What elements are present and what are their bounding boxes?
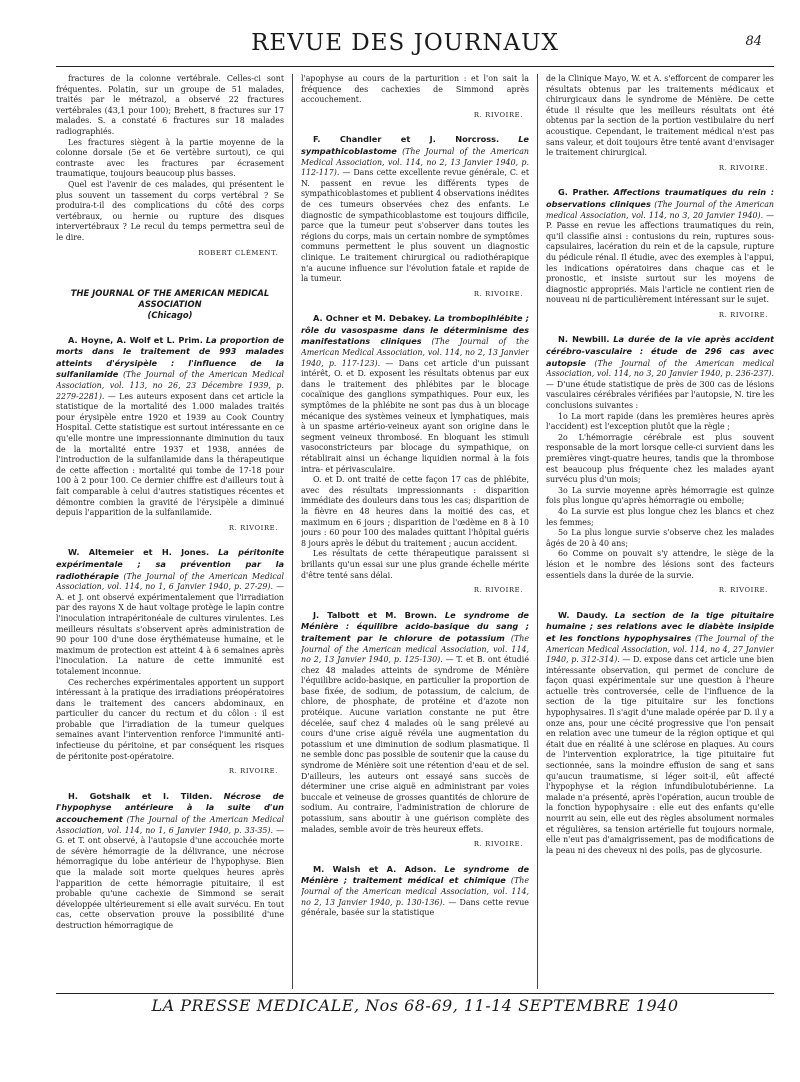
article-title: Le syndrome de Ménière : équilibre acido-basique du sang ; traitement par le chlorure de potassium xyxy=(301,609,529,643)
signature: R. RIVOIRE. xyxy=(718,163,768,172)
article-title: La durée de la vie après accident cérébro-vasculaire : étude de 296 cas avec autopsie xyxy=(546,334,774,368)
article-authors: H. Gotshalk et I. Tilden. xyxy=(68,790,213,801)
page-header xyxy=(40,22,770,62)
article-source: (The Journal of the American medical Association, vol. 114, no 3, 20 Janvier 1940). xyxy=(546,199,774,220)
paragraph: Quel est l'avenir de ces malades, qui présentent le plus souvent un tassement du corps vertébral ? Se produira-t-il des complications du côté des corps vertébraux, ou hernie ou rupture des disques intervertébraux ? Le recul du temps permettra seul de le dire. xyxy=(56,179,284,242)
article-continuation xyxy=(56,74,284,258)
signature: R. RIVOIRE. xyxy=(718,586,768,595)
article-title: Affections traumatiques du rein : observations cliniques xyxy=(546,187,774,209)
article-source: (The Journal of the American Medical Association, vol. 113, no 26, 23 Décembre 1939, p. 2279-2281). xyxy=(56,370,284,401)
article-title: La tromboplhlébite ; rôle du vasospasme dans le déterminisme des manifestations cliniques xyxy=(301,313,529,347)
article-authors: F. Chandler et J. Norcross. xyxy=(313,134,500,145)
footer-rule xyxy=(56,993,774,994)
article-title: Le syndrome de Ménière ; traitement médical et chimique xyxy=(301,863,529,886)
column-middle xyxy=(301,74,529,989)
article-daudy xyxy=(546,610,774,857)
conclusion-item: 1o La mort rapide (dans les premières heures après l'accident) est l'exception plutôt que la règle ; xyxy=(546,411,774,432)
article-prather xyxy=(546,187,774,320)
paragraph: de la Clinique Mayo, W. et A. s'efforcent de comparer les résultats obtenus par les traitements médicaux et chirurgicaux dans le syndrome de Ménière. De cette étude il résulte que les meilleurs résultats ont été obtenus par la section de la portion vestibulaire du nerf acoustique. Cependant, le traitement médical n'est pas sans valeur, et doit toujours être tenté avant d'envisager le traitement chirurgical. xyxy=(546,74,774,158)
article-walsh xyxy=(301,864,529,919)
article-title: La section de la tige pituitaire humaine ; ses relations avec le diabète insipide et les fonctions hypophysaires xyxy=(546,609,774,643)
article-title: La proportion de morts dans le traitement de 993 malades atteints d'érysipèle : l'influence de la sulfanilamide xyxy=(56,334,284,380)
article-authors: W. Daudy. xyxy=(558,609,609,620)
journal-title: REVUE DES JOURNAUX xyxy=(251,30,559,56)
conclusion-item: 3o La survie moyenne après hémorragie est quinze fois plus longue qu'après hémorragie ou embolie; xyxy=(546,485,774,506)
article-authors: G. Prather. xyxy=(558,187,610,198)
paragraph: fractures de la colonne vertébrale. Celles-ci sont fréquentes. Polatin, sur un groupe de 51 malades, traités par le métrazol, a observé 22 fractures vertébrales (43,1 pour 100); Brehett, 8 fractures sur 17 malades. S. a constaté 6 fractures sur 18 malades radiographiés. xyxy=(56,74,284,136)
article-authors: M. Walsh et A. Adson. xyxy=(313,863,437,874)
footer-journal-issue: LA PRESSE MEDICALE, Nos 68-69, 11-14 SEPTEMBRE 1940 xyxy=(151,996,679,1015)
article-title: Le sympathicoblastome xyxy=(301,134,529,156)
signature: R. RIVOIRE. xyxy=(718,310,768,319)
article-source: (The Journal of the American Medical Association, vol. 114, no 2, 13 Janvier 1940, p. 117-123). xyxy=(301,337,529,368)
column-divider xyxy=(537,74,538,989)
article-title: Nécrose de l'hypophyse antérieure à la suite d'un accouchement xyxy=(56,790,284,825)
article-authors: A. Hoyne, A. Wolf et L. Prim. xyxy=(68,334,203,345)
article-body: — Dans cette excellente revue générale, C. et N. passent en revue les différents types de sympathicoblastomes et publient 4 observations inédites de ces tumeurs observées chez des enfants. Le diagnostic de sympathicoblastome est toujours difficile, parce que la tumeur peut s'observer dans toutes les régions du corps, mais un certain nombre de symptômes communs permettent le plus souvent un diagnostic clinique. Le traitement chirurgical ou radiothérapique n'a aucune influence sur l'évolution fatale et rapide de la tumeur. xyxy=(301,168,529,284)
article-hoyne xyxy=(56,335,284,534)
section-title: THE JOURNAL OF THE AMERICAN MEDICAL ASSOCIATION xyxy=(70,288,270,310)
column-left xyxy=(56,74,284,989)
article-source: (The Journal of the American Medical Association, vol. 114, no 4, 27 Janvier 1940, p. 312-314). xyxy=(546,633,774,665)
article-authors: A. Ochner et M. Debakey. xyxy=(313,313,432,324)
article-source: (The Journal of the American Medical Association, vol. 114, no 1, 6 Janvier 1940, p. 27-29). xyxy=(56,571,284,592)
article-body: — D'une étude statistique de près de 300 cas de lésions vasculaires cérébrales vérifiées par l'autopsie, N. tire les conclusions suivantes : xyxy=(546,379,774,411)
article-source: (The Journal of the American medical Association, vol. 114, no 2, 13 Janvier 1940, p. 130-136). xyxy=(301,876,529,907)
conclusion-item: 2o L'hémorragie cérébrale est plus souvent responsable de la mort lorsque celle-ci survient dans les premières vingt-quatre heures, tandis que la thrombose est beaucoup plus fréquente chez les malades ayant survécu plus d'un mois; xyxy=(546,432,774,485)
column-divider xyxy=(292,74,293,989)
paragraph: Les fractures siègent à la partie moyenne de la colonne dorsale (5e et 6e vertèbre surtout), ce qui contraste avec les fractures par écrasement traumatique, toujours beaucoup plus basses. xyxy=(56,137,284,179)
paragraph: O. et D. ont traité de cette façon 17 cas de phlébite, avec des résultats impressionnants : disparition immédiate des douleurs dans tous les cas; disparition de la fièvre en 48 heures dans la moitié des cas, et maximum en 6 jours ; disparition de l'œdème en 8 à 10 jours : 60 pour 100 des malades quittant l'hôpital guéris 8 jours après le début du traitement ; aucun accident. xyxy=(301,475,529,548)
signature: R. RIVOIRE. xyxy=(473,289,523,298)
conclusion-item: 5o La plus longue survie s'observe chez les malades âgés de 20 à 40 ans; xyxy=(546,528,774,548)
conclusion-item: 4o La survie est plus longue chez les blancs et chez les femmes; xyxy=(546,506,774,527)
article-altemeier xyxy=(56,547,284,776)
article-authors: J. Talbott et M. Brown. xyxy=(313,609,438,620)
article-body: — T. et B. ont étudié chez 48 malades atteints de syndrome de Ménière l'équilibre acido-basique, en particulier la proportion de base fixée, de sodium, de potassium, de calcium, de chlore, de phosphate, de protéine et d'azote non protéique. Aucune variation constante ne put être décelée, sauf chez 4 malades où le sang prélevé au cours d'une crise aiguë révéla une augmentation du potassium et une diminution de sodium plasmatique. Il ne semble donc pas possible de soutenir que la cause du syndrome de Ménière soit une rétention d'eau et de sel. D'ailleurs, les auteurs ont essayé sans succès de déterminer une crise aiguë en administrant par voies buccale et veineuse de grosses quantités de chlorure de sodium. Au contraire, l'administration de chlorure de potassium, sans aboutir à une guérison complète des malades, semble avoir de très heureux effets. xyxy=(301,655,529,834)
conclusion-item: 6o Comme on pouvait s'y attendre, le siège de la lésion et le nombre des lésions sont des facteurs essentiels dans la durée de la survie. xyxy=(546,549,774,580)
article-talbott xyxy=(301,610,529,850)
article-authors: W. Altemeier et H. Jones. xyxy=(68,547,210,558)
article-source: (The Journal of the American Medical Association, vol. 114, no 2, 13 Janvier 1940, p. 112-117). xyxy=(301,146,529,178)
article-body: — A. et J. ont observé expérimentalement que l'irradiation par des rayons X de haut voltage protège le lapin contre l'inoculation intrapéritonéale de cultures virulentes. Les meilleurs résultats s'observent après administration de 90 pour 100 d'une dose érythémateuse humaine, et le maximum de protection est atteint 4 à 6 semaines après l'inoculation. La nature de cette immunité est totalement inconnue. xyxy=(56,582,284,676)
section-city: (Chicago) xyxy=(147,310,193,321)
signature: R. RIVOIRE. xyxy=(473,586,523,595)
signature: ROBERT CLÉMENT. xyxy=(198,248,278,257)
article-authors: N. Newbill. xyxy=(558,334,610,345)
signature: R. RIVOIRE. xyxy=(228,523,278,532)
article-gotshalk xyxy=(56,791,284,932)
article-ochner xyxy=(301,313,529,595)
article-title: La péritonite expérimentale ; sa prévention par la radiothérapie xyxy=(56,547,284,581)
article-newbill xyxy=(546,334,774,595)
article-continuation xyxy=(546,74,774,173)
article-source: (The Journal of the American Medical Association, vol. 114, no 1, 6 Janvier 1940, p. 33-35). xyxy=(56,815,284,835)
header-rule xyxy=(56,66,774,67)
signature: R. RIVOIRE. xyxy=(473,840,523,849)
page-number: 84 xyxy=(745,34,762,49)
paragraph: Ces recherches expérimentales apportent un support intéressant à la pratique des irradiations préopératoires dans le traitement des cancers abdominaux, en particulier du cancer du rectum et du côlon : il est probable que l'irradiation de la tumeur quelques semaines avant l'intervention renforce l'immunité anti-infectieuse du péritoine, et par conséquent les risques de péritonite post-opératoire. xyxy=(56,677,284,761)
article-source: (The Journal of the American medical Association, vol. 114, no 3, 20 Janvier 1940, p. 236-237). xyxy=(546,358,774,379)
signature: R. RIVOIRE. xyxy=(228,767,278,776)
signature: R. RIVOIRE. xyxy=(473,110,523,119)
article-chandler xyxy=(301,134,529,299)
article-source: (The Journal of the American medical Association, vol. 114, no 2, 13 Janvier 1940, p. 125-130). xyxy=(301,633,529,665)
article-body: — Dans cet article d'un puissant intérêt, O. et D. exposent les résultats obtenus par eux dans le traitement des phlébites par le blocage cocaïnique des ganglions sympathiques. Pour eux, les symptômes de la phlébite ne sont pas dus à un blocage mécanique des systèmes veineux et lymphatiques, mais à un spasme artério-veineux ayant son origine dans le segment veineux thrombosé. En bloquant les stimuli vasoconstricteurs par blocage du sympathique, on rétablirait ainsi un échange liquidien normal à la fois intra- et périvasculaire. xyxy=(301,358,529,474)
article-body: — Les auteurs exposent dans cet article la statistique de la mortalité des 1.000 malades traités pour érysipèle entre 1920 et 1939 au Cook Country Hospital. Cette statistique est surtout intéressante en ce qu'elle montre une impressionnante diminution du taux de la mortalité entre 1937 et 1938, années de l'introduction de la sulfanilamide dans la thérapeutique de cette affection : mortalité qui tombe de 17-18 pour 100 à 2 pour 100. Ce dernier chiffre est d'ailleurs tout à fait comparable à celui d'autres statistiques récentes et démontre combien la gravité de l'érysipèle a diminué depuis l'apparition de la sulfanilamide. xyxy=(56,391,284,518)
article-body: — D. expose dans cet article une bien intéressante observation, qui permet de conclure de façon quasi expérimentale sur une question à l'heure actuelle très controversée, celle de l'influence de la section de la tige pituitaire sur les fonctions hypophysaires. Il s'agit d'une malade opérée par D. il y a onze ans, pour une cécité progressive que l'on pensait en relation avec une tumeur de la région optique et qui était due en réalité à une sclérose en plaques. Au cours de l'intervention exploratrice, la tige pituitaire fut sectionnée, sans la moindre effusion de sang et sans qu'aucun traumatisme, si léger soit-il, eût affecté l'hypophyse et la région infundibulotubérienne. La malade n'a présenté, après l'opération, aucun trouble de la fonction hypophysaire : elle eut des enfants qu'elle nourrit au sein, elle eut des règles absolument normales et régulières, sa tension artérielle fut toujours normale, elle n'eut pas d'amaigrissement, pas de modifications de la peau ni des cheveux ni des poils, pas de glycosurie. xyxy=(546,655,774,855)
paragraph: l'apophyse au cours de la parturition : et l'on sait la fréquence des cachexies de Simmond après accouchement. xyxy=(301,74,529,105)
article-continuation xyxy=(301,74,529,120)
column-right xyxy=(546,74,774,989)
article-body: — P. Passe en revue les affections traumatiques du rein, qu'il classifie ainsi : contusions du rein, ruptures sous-capsulaires, lacération du rein et de la capsule, rupture du pédicule rénal. Il étudie, avec des exemples à l'appui, les indications opératoires dans chaque cas et le pronostic, et insiste surtout sur les moyens de diagnostic appropriés. Mais l'article ne contient rien de nouveau ni de particulièrement intéressant sur le sujet. xyxy=(546,210,774,305)
paragraph: Les résultats de cette thérapeutique paraissent si brillants qu'un essai sur une plus grande échelle mérite d'être tenté sans délai. xyxy=(301,549,529,580)
article-body: — G. et T. ont observé, à l'autopsie d'une accouchée morte de sévère hémorragie de la délivrance, une nécrose hémorragique du lobe antérieur de l'hypophyse. Bien que la malade soit morte quelques heures après l'apparition de cette hémorragie pituitaire, il est probable qu'une cachexie de Simmond se serait développée ultérieurement si elle avait survécu. En tout cas, cette observation prouve la possibilité d'une destruction hémorragique de xyxy=(56,825,284,930)
article-body: — Dans cette revue générale, basée sur la statistique xyxy=(301,897,529,918)
